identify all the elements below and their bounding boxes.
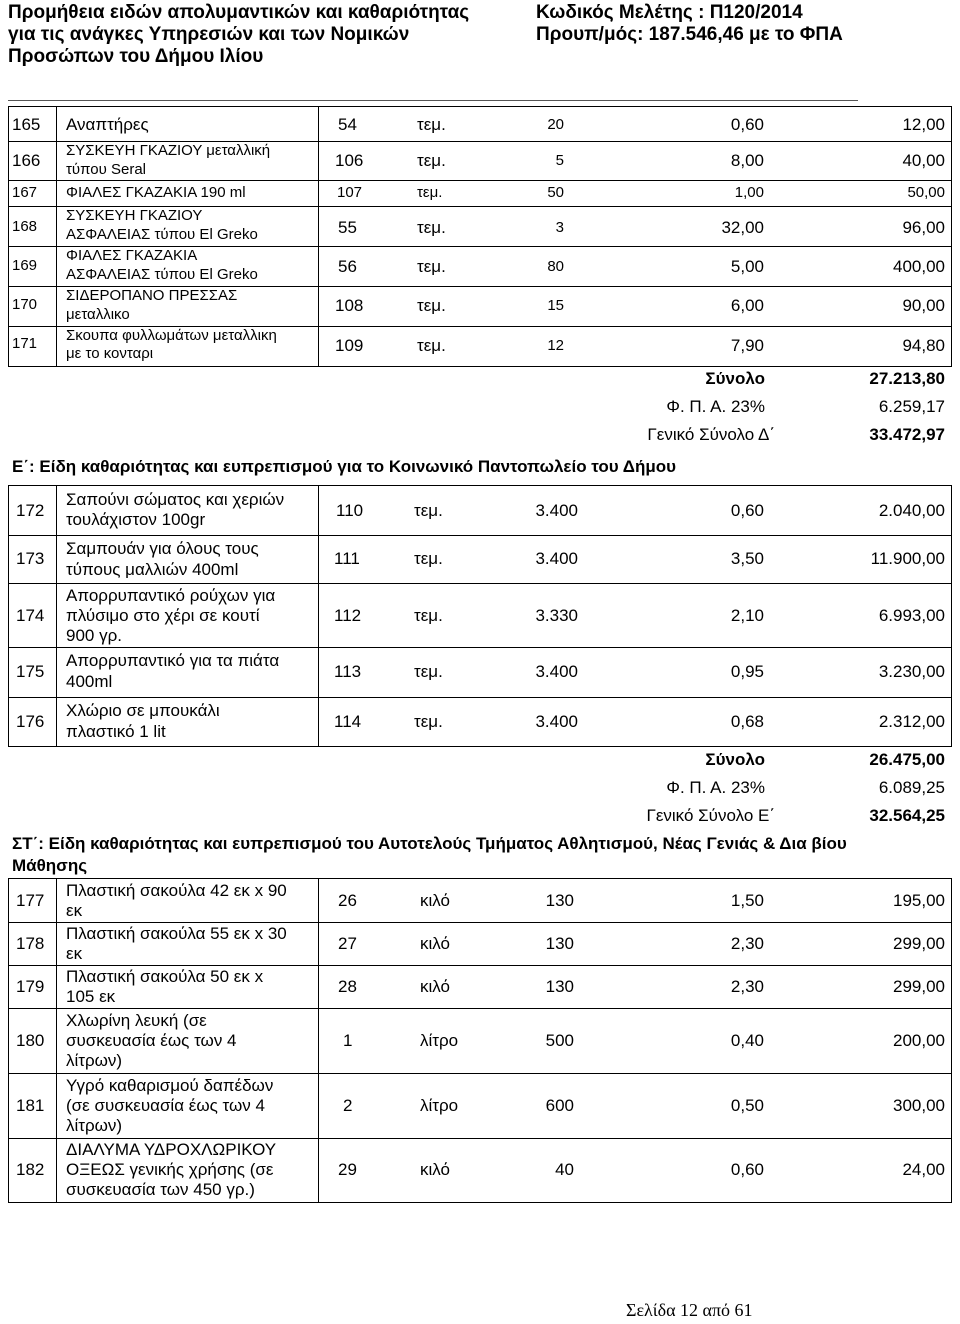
item-unit: τεμ.	[414, 662, 443, 681]
grid-line	[8, 180, 952, 181]
grid-line	[8, 485, 9, 746]
grand-total-value: 33.472,97	[869, 425, 945, 444]
item-number: 176	[16, 712, 45, 731]
item-quantity: 130	[545, 977, 574, 996]
grid-line	[8, 697, 952, 698]
item-quantity: 15	[547, 297, 564, 314]
item-total: 40,00	[902, 151, 945, 170]
grid-line	[951, 106, 952, 366]
item-total: 3.230,00	[878, 662, 945, 681]
sum-value: 26.475,00	[869, 750, 945, 769]
item-unit: κιλό	[420, 891, 450, 910]
item-description: ΑΣΦΑΛΕΙΑΣ τύπου El Greko	[66, 266, 258, 283]
grid-line	[8, 878, 9, 1202]
item-total: 6.993,00	[878, 606, 945, 625]
item-unit: λίτρο	[420, 1096, 459, 1115]
study-code: Κωδικός Μελέτης : Π120/2014	[536, 2, 803, 23]
grid-line	[8, 1073, 952, 1074]
grid-line	[951, 485, 952, 746]
section-title-line: Μάθησης	[12, 856, 88, 875]
item-number: 182	[16, 1160, 45, 1179]
item-quantity: 500	[545, 1031, 574, 1050]
item-price: 6,00	[730, 296, 764, 315]
item-number: 174	[16, 606, 45, 625]
item-description: Σαπούνι σώματος και χεριών	[66, 490, 285, 509]
grid-line	[8, 1202, 952, 1203]
item-description: 105 εκ	[66, 987, 116, 1006]
item-code: 26	[338, 891, 357, 910]
item-price: 0,68	[730, 712, 764, 731]
grid-line	[8, 878, 952, 879]
item-unit: τεμ.	[417, 336, 446, 355]
item-total: 300,00	[893, 1096, 945, 1115]
item-quantity: 40	[555, 1160, 574, 1179]
item-description: ΑΣΦΑΛΕΙΑΣ τύπου El Greko	[66, 226, 258, 243]
section-title-line: ΣΤ΄: Είδη καθαριότητας και ευπρεπισμού του Αυτοτελούς Τμήματος Αθλητισμού, Νέας Γενιάς & Δια βίου	[12, 834, 847, 853]
item-number: 177	[16, 891, 45, 910]
item-total: 90,00	[902, 296, 945, 315]
item-description: λίτρων)	[66, 1051, 123, 1070]
item-description: ΟΞΕΩΣ γενικής χρήσης (σε	[66, 1160, 274, 1179]
item-price: 0,95	[730, 662, 764, 681]
item-number: 180	[16, 1031, 45, 1050]
item-description: (σε συσκευασία έως των 4	[66, 1096, 265, 1115]
item-quantity: 50	[547, 184, 564, 201]
grid-line	[8, 535, 952, 536]
item-price: 0,60	[730, 501, 764, 520]
vat-value: 6.089,25	[878, 778, 945, 797]
item-description: Υγρό καθαρισμού δαπέδων	[66, 1076, 274, 1095]
item-code: 54	[338, 115, 357, 134]
item-description: τύπους μαλλιών 400ml	[66, 560, 239, 579]
item-number: 168	[12, 218, 38, 235]
grand-total-label: Γενικό Σύνολο Δ΄	[647, 425, 775, 444]
item-code: 114	[334, 712, 362, 731]
item-quantity: 12	[547, 337, 564, 354]
item-price: 32,00	[721, 218, 764, 237]
item-price: 2,30	[730, 934, 764, 953]
item-total: 11.900,00	[870, 549, 945, 568]
item-number: 169	[12, 257, 38, 274]
item-description: Σαμπουάν για όλους τους	[66, 539, 259, 558]
grid-line	[951, 878, 952, 1202]
item-description: 900 γρ.	[66, 626, 122, 645]
grid-line	[8, 746, 952, 747]
item-total: 200,00	[893, 1031, 945, 1050]
item-description: Απορρυπαντικό για τα πιάτα	[66, 651, 280, 670]
item-quantity: 130	[545, 934, 574, 953]
item-number: 170	[12, 296, 38, 313]
item-total: 195,00	[893, 891, 945, 910]
grid-line	[8, 366, 952, 367]
page-number: Σελίδα 12 από 61	[626, 1300, 753, 1320]
item-unit: τεμ.	[417, 218, 446, 237]
item-total: 12,00	[902, 115, 945, 134]
item-code: 111	[334, 549, 360, 568]
item-description: συσκευασία των 450 γρ.)	[66, 1180, 255, 1199]
section-title-e: Ε΄: Είδη καθαριότητας και ευπρεπισμού για το Κοινωνικό Παντοπωλείο του Δήμου	[12, 457, 677, 476]
item-description: Πλαστική σακούλα 55 εκ x 30	[66, 924, 287, 943]
item-price: 0,50	[730, 1096, 764, 1115]
item-number: 178	[16, 934, 45, 953]
grand-total-value: 32.564,25	[869, 806, 945, 825]
header-line: Προσώπων του Δήμου Ιλίου	[8, 46, 264, 67]
grid-line	[8, 106, 952, 107]
doc-header-left	[8, 2, 469, 68]
item-total: 299,00	[893, 977, 945, 996]
header-line: για τις ανάγκες Υπηρεσιών και των Νομικών	[8, 24, 410, 45]
grid-line	[8, 647, 952, 648]
item-total: 2.040,00	[878, 501, 945, 520]
item-price: 2,10	[730, 606, 764, 625]
grid-line	[8, 583, 952, 584]
item-number: 179	[16, 977, 45, 996]
item-description: πλύσιμο στο χέρι σε κουτί	[66, 606, 260, 625]
budget: Προυπ/μός: 187.546,46 με το ΦΠΑ	[536, 24, 843, 45]
item-unit: λίτρο	[420, 1031, 459, 1050]
item-quantity: 5	[555, 152, 564, 169]
item-code: 55	[338, 218, 357, 237]
section-title-st	[12, 833, 847, 877]
item-description: ΦΙΑΛΕΣ ΓΚΑΖΑΚΙΑ	[66, 247, 198, 264]
item-price: 3,50	[730, 549, 764, 568]
item-total: 299,00	[893, 934, 945, 953]
item-description: εκ	[66, 944, 83, 963]
item-code: 113	[334, 662, 362, 681]
item-number: 165	[12, 115, 41, 134]
item-description: ΔΙΑΛΥΜΑ ΥΔΡΟΧΛΩΡΙΚΟΥ	[66, 1140, 277, 1159]
item-number: 167	[12, 184, 38, 201]
grid-line	[56, 878, 57, 1202]
item-description: 400ml	[66, 672, 113, 691]
item-price: 1,50	[730, 891, 764, 910]
item-quantity: 3.400	[535, 712, 578, 731]
item-unit: κιλό	[420, 934, 450, 953]
item-quantity: 80	[547, 258, 564, 275]
item-price: 8,00	[730, 151, 764, 170]
item-quantity: 600	[545, 1096, 574, 1115]
grid-line	[56, 485, 57, 746]
item-number: 172	[16, 501, 45, 520]
item-description: τύπου Seral	[66, 161, 146, 178]
item-price: 2,30	[730, 977, 764, 996]
item-description: ΣΥΣΚΕΥΗ ΓΚΑΖΙΟΥ	[66, 207, 203, 224]
item-description: εκ	[66, 901, 83, 920]
grid-line	[8, 965, 952, 966]
item-description: Πλαστική σακούλα 42 εκ x 90	[66, 881, 287, 900]
item-quantity: 3.400	[535, 549, 578, 568]
item-description: Αναπτήρες	[66, 115, 149, 134]
item-code: 56	[338, 257, 357, 276]
item-total: 24,00	[902, 1160, 945, 1179]
item-description: ΣΥΣΚΕΥΗ ΓΚΑΖΙΟΥ μεταλλική	[66, 142, 271, 159]
item-code: 110	[336, 501, 364, 520]
item-price: 5,00	[730, 257, 764, 276]
vat-label: Φ. Π. Α. 23%	[666, 778, 765, 797]
item-unit: κιλό	[420, 977, 450, 996]
item-description: Χλώριο σε μπουκάλι	[66, 701, 220, 720]
grid-line	[8, 1008, 952, 1009]
item-price: 0,60	[730, 115, 764, 134]
item-code: 106	[335, 151, 364, 170]
grid-line	[8, 106, 9, 366]
item-code: 2	[343, 1096, 353, 1115]
grid-line	[318, 106, 319, 366]
item-description: ΣΙΔΕΡΟΠΑΝΟ ΠΡΕΣΣΑΣ	[66, 287, 238, 304]
item-quantity: 3.400	[535, 501, 578, 520]
item-quantity: 3	[555, 219, 564, 236]
item-price: 7,90	[730, 336, 764, 355]
item-unit: τεμ.	[414, 549, 443, 568]
item-description: Χλωρίνη λευκή (σε	[66, 1011, 207, 1030]
header-rule	[8, 100, 858, 101]
sum-label: Σύνολο	[705, 369, 765, 388]
item-total: 94,80	[902, 336, 945, 355]
item-unit: τεμ.	[417, 115, 446, 134]
item-unit: τεμ.	[417, 151, 446, 170]
item-code: 1	[343, 1031, 353, 1050]
item-code: 28	[338, 977, 357, 996]
item-code: 29	[338, 1160, 357, 1179]
item-description: μεταλλικο	[66, 306, 130, 323]
item-code: 108	[335, 296, 364, 315]
item-quantity: 3.400	[535, 662, 578, 681]
item-description: ΦΙΑΛΕΣ ΓΚΑΖΑΚΙΑ 190 ml	[66, 184, 246, 201]
grid-line	[8, 922, 952, 923]
vat-value: 6.259,17	[878, 397, 945, 416]
grid-line	[8, 1138, 952, 1139]
sum-label: Σύνολο	[705, 750, 765, 769]
item-price: 1,00	[734, 184, 764, 201]
item-quantity: 20	[547, 116, 564, 133]
item-price: 0,40	[730, 1031, 764, 1050]
vat-label: Φ. Π. Α. 23%	[666, 397, 765, 416]
doc-header-right	[536, 2, 843, 46]
item-quantity: 3.330	[535, 606, 578, 625]
grand-total-label: Γενικό Σύνολο Ε΄	[646, 806, 775, 825]
item-description: τουλάχιστον 100gr	[66, 510, 206, 529]
item-code: 109	[335, 336, 364, 355]
item-quantity: 130	[545, 891, 574, 910]
item-number: 181	[16, 1096, 45, 1115]
item-description: λίτρων)	[66, 1116, 123, 1135]
item-total: 2.312,00	[878, 712, 945, 731]
item-number: 171	[12, 335, 38, 352]
grid-line	[56, 106, 57, 366]
item-code: 107	[337, 184, 363, 201]
item-description: Απορρυπαντικό ρούχων για	[66, 586, 276, 605]
item-description: συσκευασία έως των 4	[66, 1031, 237, 1050]
item-total: 96,00	[902, 218, 945, 237]
item-description: Σκουπα φυλλωμάτων μεταλλικη	[66, 327, 277, 344]
item-total: 50,00	[907, 184, 945, 201]
item-description: Πλαστική σακούλα 50 εκ x	[66, 967, 264, 986]
item-unit: τεμ.	[414, 606, 443, 625]
item-number: 173	[16, 549, 45, 568]
item-unit: κιλό	[420, 1160, 450, 1179]
item-unit: τεμ.	[417, 257, 446, 276]
item-unit: τεμ.	[414, 712, 443, 731]
grid-line	[8, 485, 952, 486]
item-description: πλαστικό 1 lit	[66, 722, 166, 741]
item-unit: τεμ.	[417, 184, 443, 201]
grid-line	[318, 485, 319, 746]
item-unit: τεμ.	[414, 501, 443, 520]
item-code: 27	[338, 934, 357, 953]
item-price: 0,60	[730, 1160, 764, 1179]
item-code: 112	[334, 606, 362, 625]
header-line: Προμήθεια ειδών απολυμαντικών και καθαριότητας	[8, 2, 470, 23]
grid-line	[318, 878, 319, 1202]
item-description: με το κονταρι	[66, 345, 154, 362]
item-number: 175	[16, 662, 45, 681]
item-number: 166	[12, 151, 41, 170]
sum-value: 27.213,80	[869, 369, 945, 388]
item-total: 400,00	[893, 257, 945, 276]
item-unit: τεμ.	[417, 296, 446, 315]
